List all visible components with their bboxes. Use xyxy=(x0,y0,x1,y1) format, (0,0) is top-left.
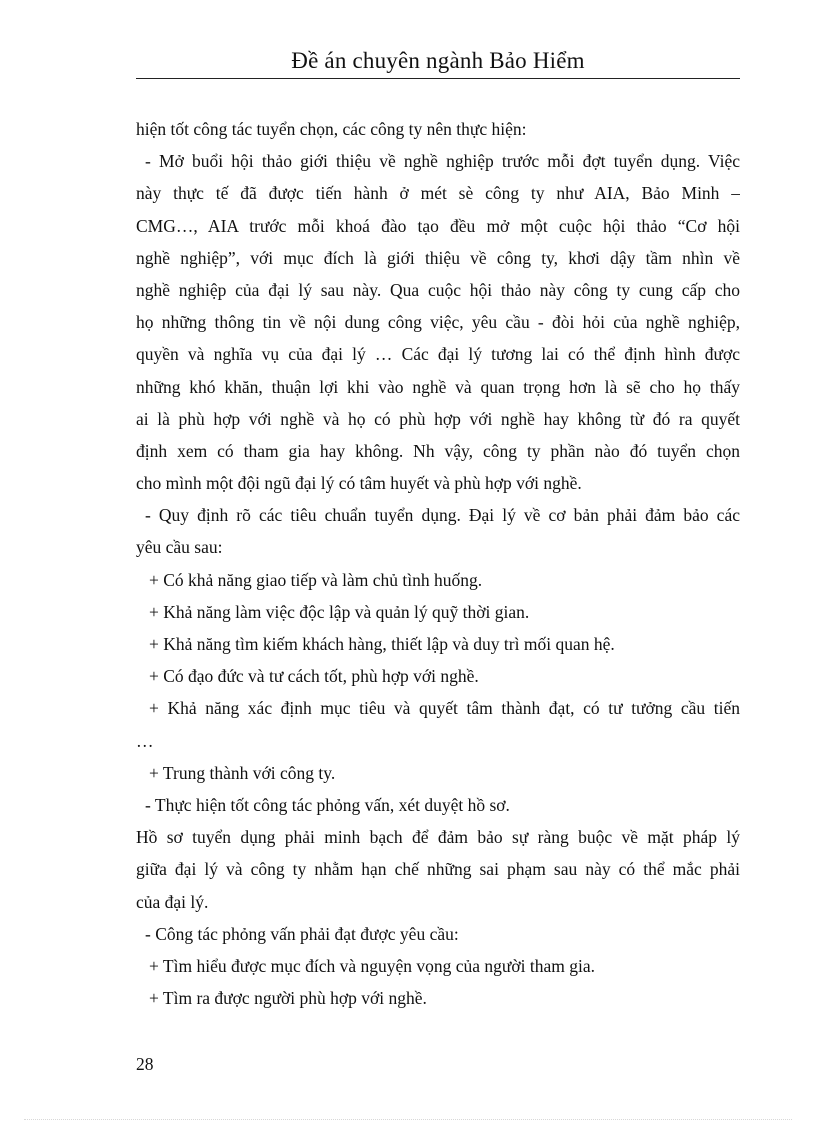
text-line: này thực tế đã được tiến hành ở mét sè công ty như AIA, Bảo Minh – xyxy=(136,183,740,204)
text-line: định xem có tham gia hay không. Nh vậy, công ty phần nào đó tuyển chọn xyxy=(136,440,740,461)
text-line: + Khả năng xác định mục tiêu và quyết tâm thành đạt, có tư tưởng cầu tiến xyxy=(149,698,740,719)
text-line: + Có khả năng giao tiếp và làm chủ tình huống. xyxy=(149,569,483,590)
text-line: + Tìm hiểu được mục đích và nguyện vọng của người tham gia. xyxy=(149,956,596,977)
text-line: Hồ sơ tuyển dụng phải minh bạch để đảm bảo sự ràng buộc về mặt pháp lý xyxy=(136,827,740,848)
text-line: - Mở buổi hội thảo giới thiệu về nghề nghiệp trước mỗi đợt tuyển dụng. Việc xyxy=(145,151,740,172)
text-line: nghề nghiệp của đại lý sau này. Qua cuộc hội thảo này công ty cung cấp cho xyxy=(136,279,740,300)
page-bottom-divider xyxy=(24,1119,792,1120)
text-line: yêu cầu sau: xyxy=(136,537,223,558)
text-line: CMG…, AIA trước mỗi khoá đào tạo đều mở một cuộc hội thảo “Cơ hội xyxy=(136,215,740,236)
text-line: … xyxy=(136,730,154,751)
text-line: của đại lý. xyxy=(136,891,209,912)
text-line: họ những thông tin về nội dung công việc, yêu cầu - đòi hỏi của nghề nghiệp, xyxy=(136,312,740,333)
text-line: + Khả năng làm việc độc lập và quản lý quỹ thời gian. xyxy=(149,601,530,622)
text-line: cho mình một đội ngũ đại lý có tâm huyết và phù hợp với nghề. xyxy=(136,473,582,494)
text-line: những khó khăn, thuận lợi khi vào nghề và quan trọng hơn là sẽ cho họ thấy xyxy=(136,376,740,397)
text-line: quyền và nghĩa vụ của đại lý … Các đại lý tương lai có thể định hình được xyxy=(136,344,740,365)
body-text xyxy=(136,113,740,1014)
text-line: + Tìm ra được người phù hợp với nghề. xyxy=(149,988,427,1009)
page-header-title: Đề án chuyên ngành Bảo Hiểm xyxy=(291,48,585,73)
page-number: 28 xyxy=(136,1054,154,1074)
text-line: + Có đạo đức và tư cách tốt, phù hợp với nghề. xyxy=(149,666,479,687)
text-line: nghề nghiệp”, với mục đích là giới thiệu về công ty, khơi dậy tầm nhìn về xyxy=(136,247,740,268)
text-line: hiện tốt công tác tuyển chọn, các công ty nên thực hiện: xyxy=(136,119,527,139)
header-divider xyxy=(136,78,740,79)
text-line: - Thực hiện tốt công tác phỏng vấn, xét duyệt hồ sơ. xyxy=(145,795,510,816)
text-line: + Khả năng tìm kiếm khách hàng, thiết lập và duy trì mối quan hệ. xyxy=(149,634,615,655)
text-line: giữa đại lý và công ty nhằm hạn chế những sai phạm sau này có thể mắc phải xyxy=(136,859,740,880)
text-line: + Trung thành với công ty. xyxy=(149,762,336,783)
text-line: - Công tác phỏng vấn phải đạt được yêu cầu: xyxy=(145,923,459,944)
text-line: - Quy định rõ các tiêu chuẩn tuyển dụng. Đại lý về cơ bản phải đảm bảo các xyxy=(145,505,740,526)
text-line: ai là phù hợp với nghề và họ có phù hợp với nghề hay không từ đó ra quyết xyxy=(136,408,740,429)
